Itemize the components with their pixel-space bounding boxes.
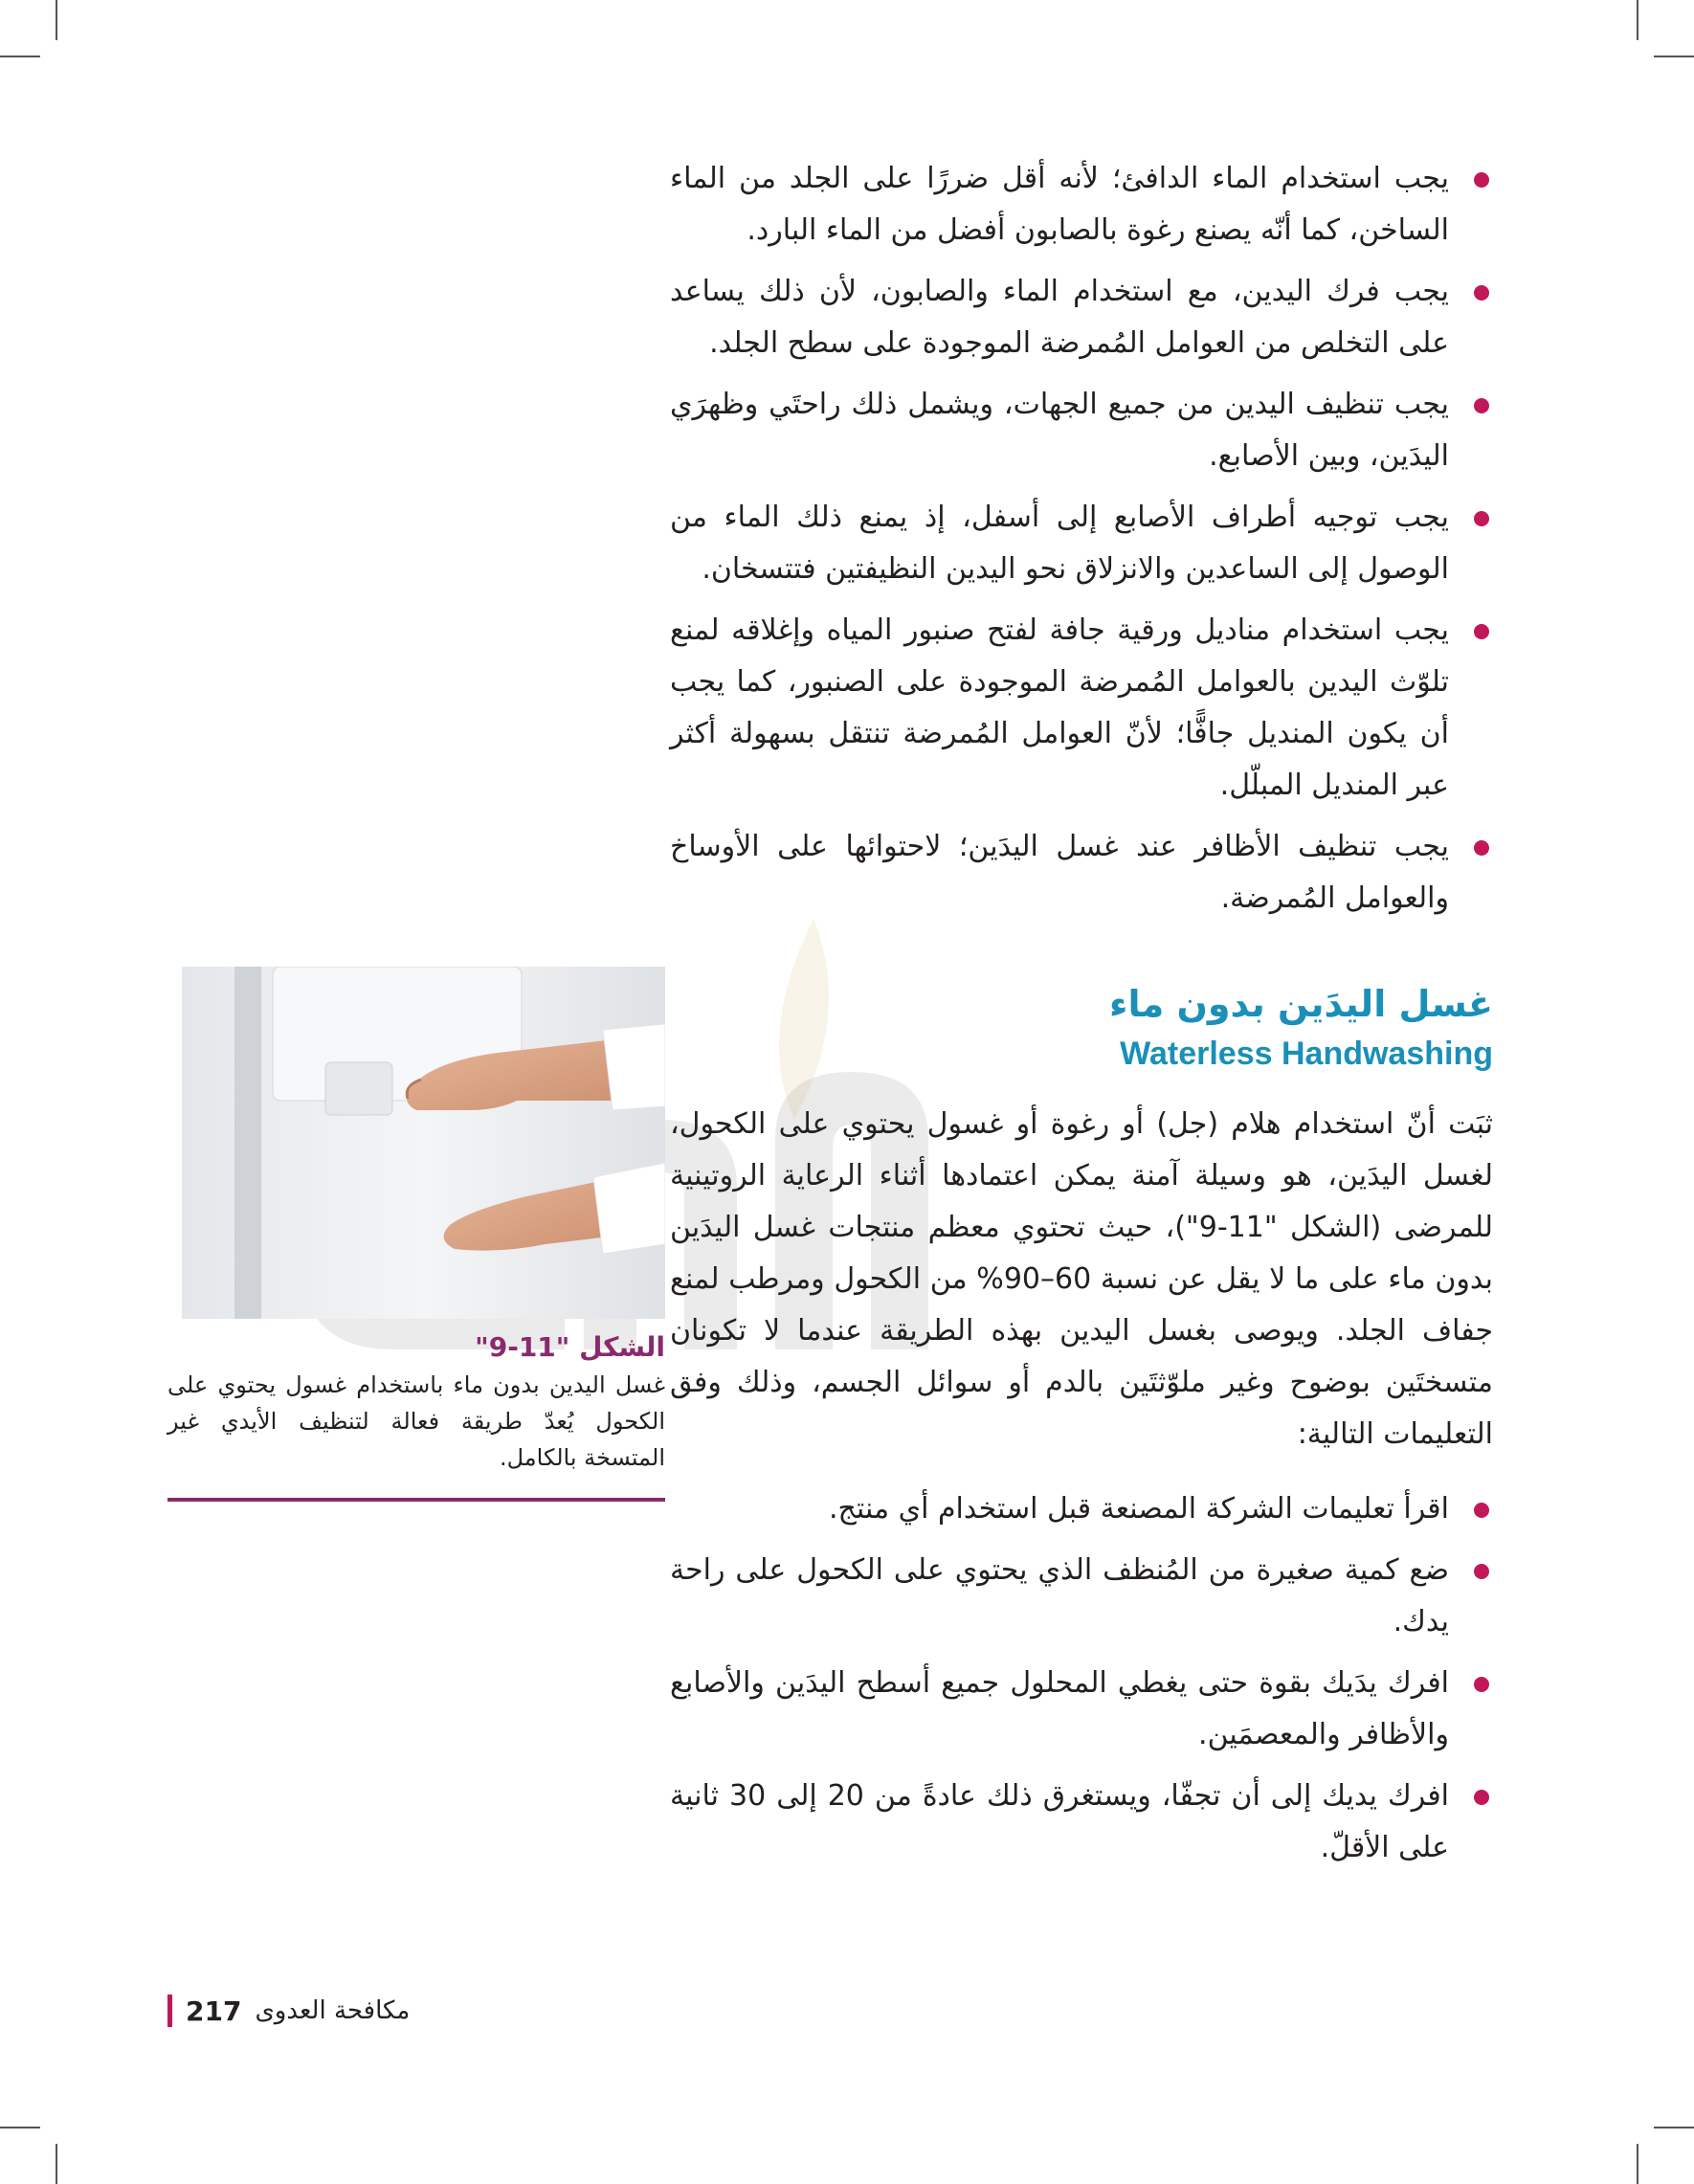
list-item: افرك يدَيك بقوة حتى يغطي المحلول جميع أسطح اليدَين والأصابع والأظافر والمعصمَين. <box>670 1658 1493 1761</box>
section-title-ar: غسل اليدَين بدون ماء <box>1109 983 1493 1025</box>
list-item: يجب استخدام الماء الدافئ؛ لأنه أقل ضررًا على الجلد من الماء الساخن، كما أنّه يصنع رغوة بالصابون أفضل من الماء البارد. <box>670 153 1493 256</box>
list-item: يجب استخدام مناديل ورقية جافة لفتح صنبور المياه وإغلاقه لمنع تلوّث اليدين بالعوامل المُمرضة الموجودة على الصنبور، كما يجب أن يكون المنديل جافًّا؛ لأنّ العوامل المُمرضة تنتقل بسهولة أكثر عبر المنديل المبلّل. <box>670 605 1493 812</box>
crop-mark <box>56 0 57 40</box>
figure-caption <box>167 1328 665 1476</box>
bullet-dot-icon <box>1474 172 1489 188</box>
caption-divider <box>167 1498 665 1502</box>
bullet-dot-icon <box>1474 624 1489 639</box>
list-item: اقرأ تعليمات الشركة المصنعة قبل استخدام أي منتج. <box>670 1483 1493 1535</box>
list-item: يجب تنظيف الأظافر عند غسل اليدَين؛ لاحتوائها على الأوساخ والعوامل المُمرضة. <box>670 821 1493 925</box>
bullet-list-top <box>670 153 1493 934</box>
chapter-title: مكافحة العدوى <box>255 1996 411 2025</box>
hand-sanitizer-illustration <box>182 967 665 1319</box>
crop-mark <box>1637 2144 1638 2184</box>
crop-mark <box>1654 2127 1694 2128</box>
bullet-dot-icon <box>1474 1503 1489 1518</box>
figure-caption-text: غسل اليدين بدون ماء باستخدام غسول يحتوي على الكحول يُعدّ طريقة فعالة لتنظيف الأيدي غير المتسخة بالكامل. <box>167 1371 665 1471</box>
list-item: يجب فرك اليدين، مع استخدام الماء والصابون، لأن ذلك يساعد على التخلص من العوامل المُمرضة الموجودة على سطح الجلد. <box>670 266 1493 369</box>
bullet-dot-icon <box>1474 398 1489 413</box>
page-number: 217 <box>186 1995 242 2027</box>
figure-label: الشكل "11-9" <box>475 1331 665 1363</box>
page-footer <box>167 1987 410 2035</box>
crop-mark <box>1637 0 1638 40</box>
section-title-en: Waterless Handwashing <box>1120 1036 1493 1072</box>
bullet-dot-icon <box>1474 285 1489 301</box>
bullet-dot-icon <box>1474 840 1489 856</box>
bullet-dot-icon <box>1474 511 1489 526</box>
crop-mark <box>1654 56 1694 57</box>
bullet-dot-icon <box>1474 1564 1489 1579</box>
bullet-dot-icon <box>1474 1677 1489 1692</box>
crop-mark <box>56 2144 57 2184</box>
bullet-dot-icon <box>1474 1790 1489 1805</box>
figure-photo <box>182 967 665 1319</box>
list-item: يجب تنظيف اليدين من جميع الجهات، ويشمل ذلك راحتَي وظهرَي اليدَين، وبين الأصابع. <box>670 379 1493 482</box>
crop-mark <box>0 56 40 57</box>
list-item: ضع كمية صغيرة من المُنظف الذي يحتوي على الكحول على راحة يدك. <box>670 1545 1493 1648</box>
crop-mark <box>0 2127 40 2128</box>
footer-bar <box>167 1995 172 2027</box>
list-item: يجب توجيه أطراف الأصابع إلى أسفل، إذ يمنع ذلك الماء من الوصول إلى الساعدين والانزلاق نحو اليدين النظيفتين فتتسخان. <box>670 492 1493 595</box>
bullet-list-bottom <box>670 1483 1493 1883</box>
section-heading <box>670 978 1493 1078</box>
body-paragraph: ثبَت أنّ استخدام هلام (جل) أو رغوة أو غسول يحتوي على الكحول، لغسل اليدَين، هو وسيلة آمنة يمكن اعتمادها أثناء الرعاية الروتينية للمرضى (الشكل "11-9")، حيث تحتوي معظم منتجات غسل اليدَين بدون ماء على ما لا يقل عن نسبة 60–90% من الكحول ومرطب لمنع جفاف الجلد. ويوصى بغسل اليدين بهذه الطريقة عندما لا تكونان متسختَين بوضوح وغير ملوّثتَين بالدم أو سوائل الجسم، وذلك وفق التعليمات التالية: <box>670 1107 1493 1451</box>
list-item: افرك يديك إلى أن تجفّا، ويستغرق ذلك عادةً من 20 إلى 30 ثانية على الأقلّ. <box>670 1771 1493 1874</box>
